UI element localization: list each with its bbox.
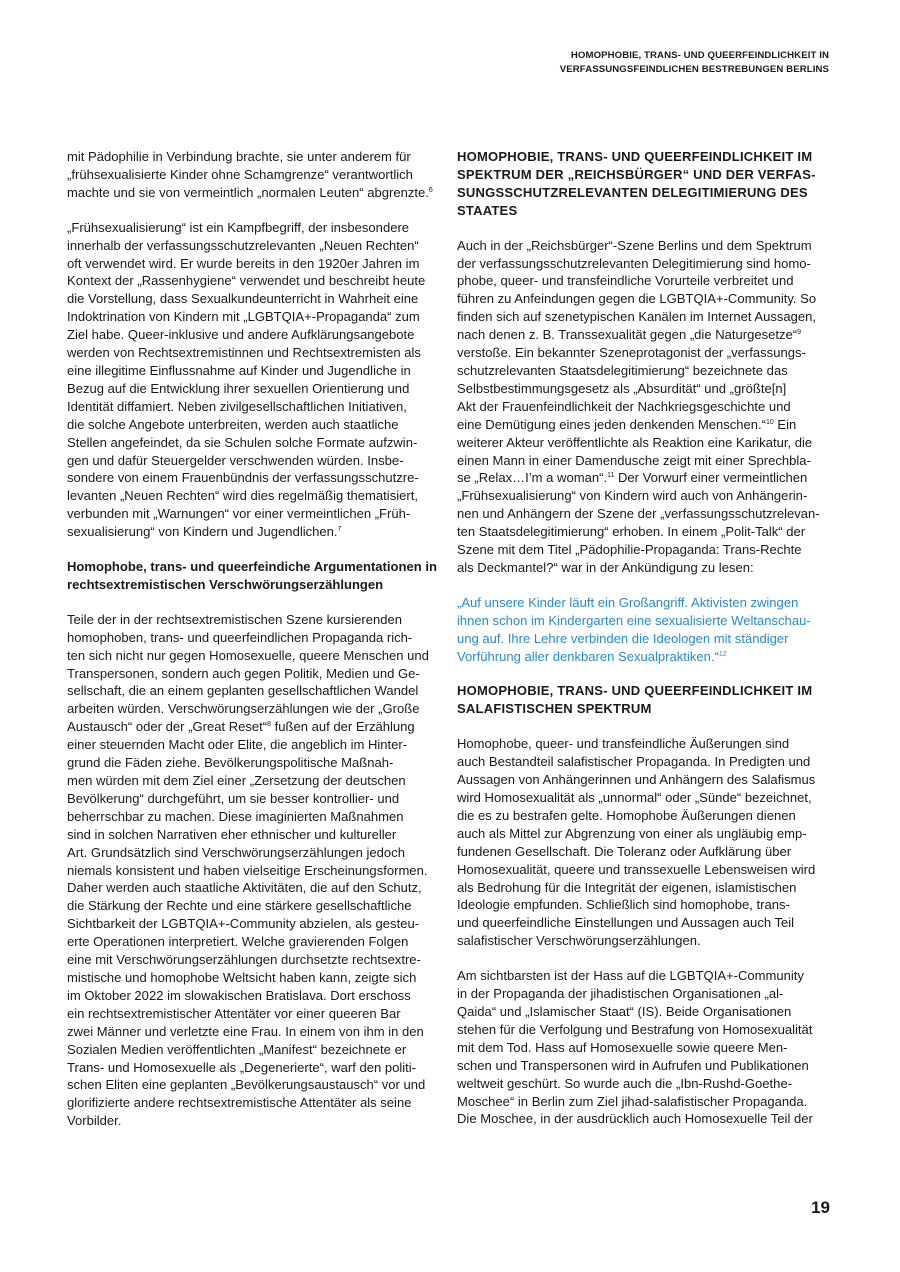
text-segment: Homophobe, trans- und queerfeindiche Argumentationen in [67, 559, 437, 575]
text-segment: einer steuernden Macht oder Elite, die angeblich im Hinter- [67, 737, 408, 753]
text-line [457, 682, 833, 700]
footnote-marker: 11 [607, 472, 615, 480]
quote-block [457, 594, 833, 666]
text-line [457, 861, 833, 879]
text-line [457, 630, 833, 648]
text-line [67, 452, 440, 470]
text-line [67, 344, 440, 362]
text-line [457, 1057, 833, 1075]
text-segment: homophoben, trans- und queerfeindlichen Propaganda rich- [67, 629, 413, 645]
text-line [67, 879, 440, 897]
text-line [67, 1023, 440, 1041]
text-line [457, 807, 833, 825]
text-line [457, 148, 833, 166]
text-segment: Bezug auf die Entwicklung ihrer sexuellen Orientierung und [67, 380, 410, 396]
text-segment: zwei Männer und verletzte eine Frau. In einem von ihm in den [67, 1023, 424, 1039]
text-line [457, 237, 833, 255]
text-segment: schutzrelevanten Staatsdelegitimierung“ bezeichnete das [457, 362, 788, 378]
text-line [457, 326, 833, 344]
text-segment: Austausch“ oder der „Great Reset“ [67, 719, 268, 735]
text-line [67, 1005, 440, 1023]
text-line [457, 272, 833, 290]
text-line [67, 808, 440, 826]
text-segment: schen und Transpersonen wird in Aufrufen und Publikationen [457, 1057, 809, 1073]
text-line [457, 416, 833, 434]
text-line [67, 148, 440, 166]
text-line [457, 789, 833, 807]
text-segment: ten Staatsdelegitimierung“ erhoben. In einem „Polit-Talk“ der [457, 524, 806, 540]
text-segment: verbunden mit „Warnungen“ vor einer vermeintlichen „Früh- [67, 506, 411, 522]
text-line [457, 290, 833, 308]
text-line [67, 523, 440, 541]
text-line [67, 487, 440, 505]
text-segment: „Frühsexualisierung“ von Kindern wird auch von Anhängerin- [457, 488, 808, 504]
footnote-marker: 7 [337, 526, 342, 534]
text-line [67, 1059, 440, 1077]
text-line [457, 1003, 833, 1021]
text-line [457, 896, 833, 914]
text-segment: „frühsexualisierte Kinder ohne Schamgrenze“ verantwortlich [67, 166, 413, 182]
text-segment: Homophobe, queer- und transfeindliche Äußerungen sind [457, 736, 790, 752]
text-segment: „Frühsexualisierung“ ist ein Kampfbegriff, der insbesondere [67, 219, 410, 235]
text-line [67, 826, 440, 844]
text-line [457, 255, 833, 273]
text-line [67, 505, 440, 523]
page-number: 19 [811, 1198, 830, 1217]
paragraph-jihadismus [457, 967, 833, 1128]
text-segment: die es zu bestrafen gelte. Homophobe Äußerungen dienen [457, 807, 796, 823]
text-line [457, 914, 833, 932]
text-line [67, 969, 440, 987]
text-line [457, 1075, 833, 1093]
text-line [67, 629, 440, 647]
text-segment: Moschee“ in Berlin zum Ziel jihad-salafistischer Propaganda. [457, 1093, 808, 1109]
text-line [457, 184, 833, 202]
text-segment: eine illegitime Einflussnahme auf Kinder und Jugendliche in [67, 362, 411, 378]
footnote-marker: 8 [267, 721, 272, 729]
text-line [457, 308, 833, 326]
text-segment: Ideologie empfunden. Schließlich sind homophobe, trans- [457, 897, 790, 913]
text-line [457, 612, 833, 630]
section-heading-salafismus [457, 682, 833, 718]
text-segment: wird Homosexualität als „unnormal“ oder „Sünde“ bezeichnet, [457, 790, 812, 805]
text-segment: Daher werden auch staatliche Aktivitäten, die auf den Schutz, [67, 880, 422, 896]
text-line [457, 469, 833, 487]
text-segment: oft verwendet wird. Er wurde bereits in den 1920er Jahren im [67, 255, 420, 271]
text-line [67, 682, 440, 700]
text-line [67, 665, 440, 683]
paragraph-reichsbuerger [457, 237, 833, 577]
text-line [67, 1041, 440, 1059]
text-segment: gen und dafür Steuergelder verschwenden würden. Insbe- [67, 452, 404, 468]
text-line [67, 736, 440, 754]
text-line [457, 1093, 833, 1111]
text-segment: der verfassungsschutzrelevanten Delegitimierung sind homo- [457, 255, 811, 271]
text-segment: Ziel habe. Queer-inklusive und andere Aufklärungsangebote [67, 327, 415, 343]
text-segment: weiterer Akteur veröffentlichte als Reaktion eine Karikatur, die [457, 434, 813, 450]
text-line [457, 753, 833, 771]
text-line [67, 184, 440, 202]
text-segment: als Bedrohung für die Integrität der eigenen, islamistischen [457, 879, 797, 895]
text-segment: die solche Angebote unterbreiten, werden auch staatliche [67, 416, 399, 432]
footnote-marker: 9 [797, 329, 802, 337]
text-segment: Der Vorwurf einer vermeintlichen [614, 470, 808, 486]
text-segment: mit Pädophilie in Verbindung brachte, sie unter anderem für [67, 149, 411, 164]
text-segment: Transpersonen, sondern auch gegen Politik, Medien und Ge- [67, 665, 420, 681]
text-segment: die Stärkung der Rechte und eine stärkere gesellschaftliche [67, 898, 412, 914]
text-segment: nen und Anhängern der Szene der „verfassungsschutzrelevan- [457, 506, 820, 522]
text-segment: SALAFISTISCHEN SPEKTRUM [457, 701, 652, 717]
text-line [67, 987, 440, 1005]
text-line [67, 754, 440, 772]
running-header [469, 49, 829, 77]
text-line [457, 505, 833, 523]
text-line [457, 166, 833, 184]
text-segment: beherrschbar zu machen. Diese imaginierten Maßnahmen [67, 808, 404, 824]
text-segment: ihnen schon im Kindergarten eine sexualisierte Weltanschau- [457, 612, 811, 628]
paragraph-salafismus [457, 735, 833, 950]
text-line [457, 648, 833, 666]
text-line [457, 541, 833, 559]
text-segment: sexualisierung“ von Kindern und Jugendlichen. [67, 524, 338, 540]
text-segment: Die Moschee, in der ausdrücklich auch Homosexuelle Teil der [457, 1111, 813, 1127]
text-segment: Selbstbestimmungsgesetz als „Absurdität“ und „größte[n] [457, 380, 787, 396]
text-segment: Szene mit dem Titel „Pädophilie-Propaganda: Trans-Rechte [457, 542, 802, 558]
text-line [67, 576, 440, 594]
text-line [67, 255, 440, 273]
right-column [457, 148, 833, 1145]
text-line [67, 380, 440, 398]
text-line [457, 1039, 833, 1057]
text-line [457, 523, 833, 541]
text-segment: als Deckmantel?“ war in der Ankündigung zu lesen: [457, 559, 754, 575]
text-segment: Kontext der „Rassenhygiene“ verwendet und beschreibt heute [67, 273, 426, 289]
footnote-marker: 12 [718, 650, 727, 658]
text-segment: Homosexualität, queere und transsexuelle Lebensweisen wird [457, 861, 816, 877]
text-segment: STAATES [457, 202, 518, 218]
text-line [457, 735, 833, 753]
text-segment: schen Eliten eine geplanten „Bevölkerungsaustausch“ vor und [67, 1077, 426, 1093]
text-segment: im Oktober 2022 im slowakischen Bratislava. Dort erschoss [67, 987, 411, 1003]
section-heading-verschwoerung [67, 558, 440, 594]
section-heading-reichsbuerger [457, 148, 833, 220]
text-segment: „Auf unsere Kinder läuft ein Großangriff. Aktivisten zwingen [457, 594, 799, 610]
text-segment: salafistischer Verschwörungserzählungen. [457, 933, 701, 949]
text-line [67, 308, 440, 326]
paragraph-verschwoerung [67, 611, 440, 1130]
text-line [457, 362, 833, 380]
footnote-marker: 6 [428, 186, 433, 194]
text-segment: innerhalb der verfassungsschutzrelevanten „Neuen Rechten“ [67, 237, 419, 253]
text-line [67, 1112, 440, 1130]
running-header-line-2: VERFASSUNGSFEINDLICHEN BESTREBUNGEN BERLINS [559, 64, 829, 75]
text-line [457, 985, 833, 1003]
text-segment: SUNGSSCHUTZRELEVANTEN DELEGITIMIERUNG DES [457, 184, 808, 200]
text-segment: niemals konsistent und haben vielseitige Erscheinungsformen. [67, 862, 428, 878]
text-segment: Auch in der „Reichsbürger“-Szene Berlins und dem Spektrum [457, 237, 812, 253]
text-segment: arbeiten würden. Verschwörungserzählungen wie der „Große [67, 701, 420, 717]
text-line [67, 237, 440, 255]
text-segment: phobe, queer- und transfeindliche Vorurteile verbreitet und [457, 273, 794, 289]
text-segment: Trans- und Homosexuelle als „Degenerierte“, warf den politi- [67, 1059, 417, 1075]
text-line [67, 951, 440, 969]
text-segment: Am sichtbarsten ist der Hass auf die LGBTQIA+-Community [457, 968, 804, 984]
text-line [67, 772, 440, 790]
text-segment: SPEKTRUM DER „REICHSBÜRGER“ UND DER VERFAS- [457, 166, 816, 182]
text-segment: fundenen Gesellschaft. Die Toleranz oder Aufklärung über [457, 843, 792, 859]
text-segment: werden von Rechtsextremistinnen und Rechtsextremisten als [67, 345, 421, 361]
paragraph-fruehsexualisierung [67, 219, 440, 541]
text-line [457, 825, 833, 843]
text-segment: die Vorstellung, dass Sexualkundeunterricht in Wahrheit eine [67, 291, 419, 307]
text-line [457, 452, 833, 470]
text-segment: Aussagen von Anhängerinnen und Anhängern des Salafismus [457, 772, 816, 788]
text-segment: HOMOPHOBIE, TRANS- UND QUEERFEINDLICHKEIT IM [457, 683, 813, 699]
text-line [67, 700, 440, 718]
text-segment: Stellen angefeindet, da sie Schulen solche Formate aufzwin- [67, 434, 418, 450]
text-segment: einen Mann in einer Damendusche zeigt mit einer Sprechbla- [457, 452, 811, 468]
text-segment: verstoße. Ein bekannter Szeneprotagonist der „verfassungs- [457, 345, 806, 361]
text-line [457, 932, 833, 950]
text-segment: se „Relax…I’m a woman“. [457, 470, 608, 486]
text-segment: mistische und homophobe Weltsicht haben kann, zeigte sich [67, 969, 417, 985]
text-segment: HOMOPHOBIE, TRANS- UND QUEERFEINDLICHKEIT IM [457, 149, 813, 164]
text-line [457, 967, 833, 985]
text-segment: Sozialen Medien veröffentlichten „Manifest“ bezeichnete er [67, 1041, 407, 1057]
text-segment: sind in solchen Narrativen eher ethnischer und kultureller [67, 826, 397, 842]
paragraph-paedophilie [67, 148, 440, 202]
text-line [67, 933, 440, 951]
text-segment: men würden mit dem Ziel einer „Zersetzung der deutschen [67, 773, 406, 788]
text-line [457, 202, 833, 220]
text-line [67, 416, 440, 434]
text-line [457, 559, 833, 577]
text-segment: Art. Grundsätzlich sind Verschwörungserzählungen jedoch [67, 844, 405, 860]
text-segment: levanten „Neuen Rechten“ wird dies regelmäßig thematisiert, [67, 488, 418, 504]
text-segment: eine Demütigung eines jeden denkenden Menschen.“ [457, 416, 766, 432]
text-segment: ten sich nicht nur gegen Homosexuelle, queere Menschen und [67, 647, 429, 663]
text-line [67, 1094, 440, 1112]
text-segment: stehen für die Verfolgung und Bestrafung von Homosexualität [457, 1021, 813, 1037]
text-line [67, 844, 440, 862]
text-line [457, 380, 833, 398]
text-segment: glorifizierte andere rechtsextremistische Attentäter als seine [67, 1095, 412, 1111]
text-segment: Identität diffamiert. Neben zivilgesellschaftlichen Initiativen, [67, 398, 407, 414]
text-segment: auch als Mittel zur Abgrenzung von einer als ungläubig emp- [457, 825, 807, 841]
text-line [67, 398, 440, 416]
text-segment: Qaida“ und „Islamischer Staat“ (IS). Beide Organisationen [457, 1003, 792, 1019]
text-segment: in der Propaganda der jihadistischen Organisationen „al- [457, 986, 784, 1002]
running-header-line-1: HOMOPHOBIE, TRANS- UND QUEERFEINDLICHKEIT IN [570, 50, 829, 61]
text-line [67, 897, 440, 915]
text-segment: ung auf. Ihre Lehre verbinden die Ideologen mit ständiger [457, 630, 789, 646]
text-line [67, 434, 440, 452]
text-segment: Vorbilder. [67, 1113, 122, 1129]
text-line [457, 487, 833, 505]
text-segment: Teile der in der rechtsextremistischen Szene kursierenden [67, 611, 403, 627]
text-line [67, 558, 440, 576]
text-segment: mit dem Tod. Hass auf Homosexuelle sowie queere Men- [457, 1039, 788, 1055]
text-line [457, 700, 833, 718]
text-segment: Indoktrination von Kindern mit „LGBTQIA+-Propaganda“ zum [67, 309, 420, 325]
text-segment: finden sich auf szenetypischen Kanälen im Internet Aussagen, [457, 309, 817, 325]
text-segment: Vorführung aller denkbaren Sexualpraktiken.“ [457, 648, 719, 664]
text-line [67, 718, 440, 736]
text-segment: Sichtbarkeit der LGBTQIA+-Community abzielen, als gesteu- [67, 916, 420, 932]
text-segment: erte Operationen interpretiert. Welche gravierenden Folgen [67, 934, 409, 950]
text-line [457, 771, 833, 789]
text-segment: Akt der Frauenfeindlichkeit der Nachkriegsgeschichte und [457, 398, 791, 414]
text-line [67, 1076, 440, 1094]
text-segment: führen zu Anfeindungen gegen die LGBTQIA+-Community. So [457, 291, 817, 307]
text-line [67, 647, 440, 665]
text-line [67, 611, 440, 629]
text-line [67, 272, 440, 290]
text-line [457, 843, 833, 861]
text-line [457, 1110, 833, 1128]
text-segment: auch Bestandteil salafistischer Propaganda. In Predigten und [457, 754, 811, 770]
text-line [67, 290, 440, 308]
text-segment: sellschaft, die an einem geplanten gesellschaftlichen Wandel [67, 683, 419, 699]
text-line [67, 915, 440, 933]
text-segment: fußen auf der Erzählung [271, 719, 415, 735]
text-segment: weltweit geschürt. So wurde auch die „Ibn-Rushd-Goethe- [457, 1075, 793, 1091]
text-line [457, 434, 833, 452]
text-segment: eine mit Verschwörungserzählungen durchsetzte rechtsextre- [67, 952, 421, 968]
text-segment: Ein [773, 416, 797, 432]
text-segment: grund die Fäden ziehe. Bevölkerungspolitische Maßnah- [67, 755, 394, 771]
text-line [457, 879, 833, 897]
text-segment: sondere von einem Frauenbündnis der verfassungsschutzre- [67, 470, 419, 486]
text-line [457, 1021, 833, 1039]
text-segment: rechtsextremistischen Verschwörungserzählungen [67, 576, 384, 592]
text-line [67, 166, 440, 184]
left-column [67, 148, 440, 1147]
text-line [67, 219, 440, 237]
text-segment: Bevölkerung“ durchgeführt, um sie besser kontrollier- und [67, 790, 400, 806]
text-segment: ein rechtsextremistischer Attentäter vor einer queeren Bar [67, 1005, 401, 1021]
text-segment: machte und sie von vermeintlich „normalen Leuten“ abgrenzte. [67, 184, 429, 200]
text-line [67, 362, 440, 380]
text-line [67, 790, 440, 808]
text-segment: nach denen z. B. Transsexualität gegen „die Naturgesetze“ [457, 327, 798, 343]
footnote-marker: 10 [766, 418, 774, 426]
text-line [67, 469, 440, 487]
text-segment: und queerfeindliche Einstellungen und Aussagen auch Teil [457, 915, 795, 931]
text-line [457, 344, 833, 362]
text-line [67, 326, 440, 344]
text-line [457, 398, 833, 416]
text-line [457, 594, 833, 612]
text-line [67, 862, 440, 880]
